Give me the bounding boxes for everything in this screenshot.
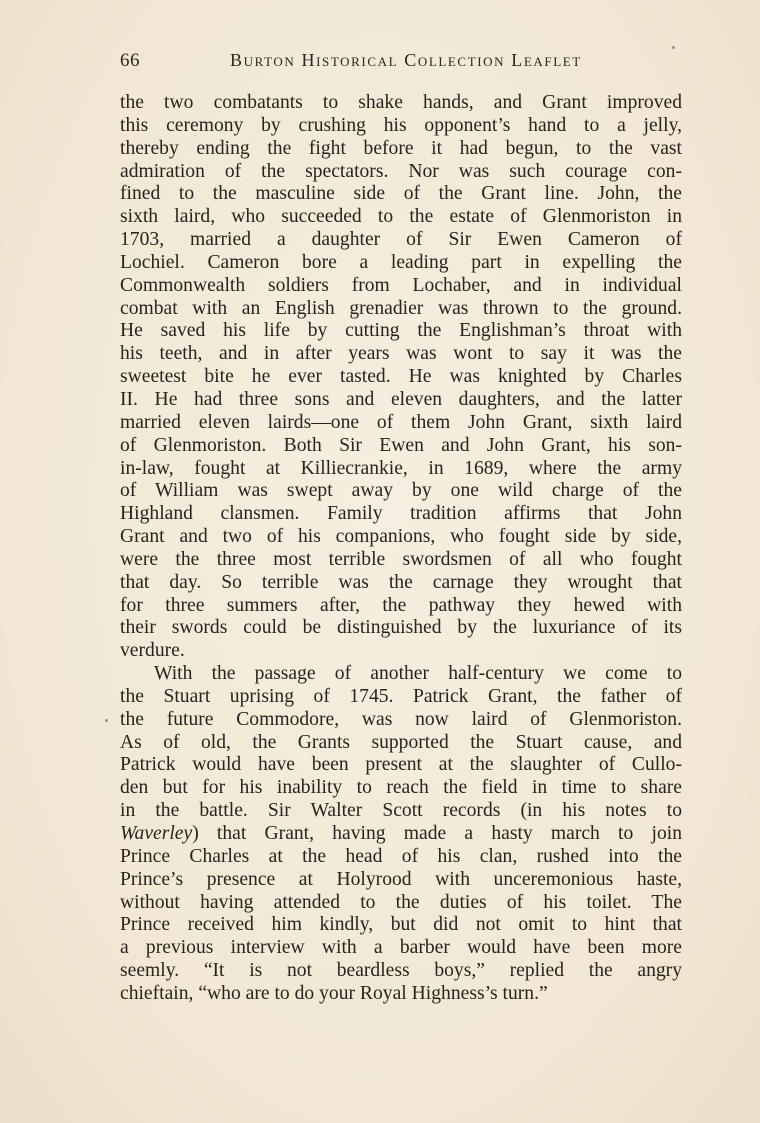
text-line: Waverley) that Grant, having made a hasty march to join xyxy=(120,823,682,844)
text-line: Patrick would have been present at the slaughter of Cullo- xyxy=(120,754,682,776)
paper-speck xyxy=(672,46,675,49)
text-line: that day. So terrible was the carnage they wrought that xyxy=(120,571,682,593)
journal-title: Burton Historical Collection Leaflet xyxy=(230,50,582,70)
text-line: without having attended to the duties of his toilet. The xyxy=(120,891,682,913)
running-header xyxy=(120,50,680,74)
text-line: Lochiel. Cameron bore a leading part in expelling the xyxy=(120,251,682,273)
paper-speck xyxy=(105,719,108,722)
text-line: Prince Charles at the head of his clan, rushed into the xyxy=(120,845,682,867)
text-line: the Stuart uprising of 1745. Patrick Grant, the father of xyxy=(120,685,682,707)
text-line: in-law, fought at Killiecrankie, in 1689, where the army xyxy=(120,457,682,479)
text-line: II. He had three sons and eleven daughters, and the latter xyxy=(120,388,682,410)
text-line: sweetest bite he ever tasted. He was knighted by Charles xyxy=(120,366,682,388)
text-line: Commonwealth soldiers from Lochaber, and in individual xyxy=(120,274,682,296)
text-line: With the passage of another half-century we come to xyxy=(154,663,682,685)
text-line: for three summers after, the pathway they hewed with xyxy=(120,594,682,616)
text-line: fined to the masculine side of the Grant line. John, the xyxy=(120,183,682,205)
text-line: of William was swept away by one wild charge of the xyxy=(120,480,682,502)
text-line: Grant and two of his companions, who fought side by side, xyxy=(120,526,682,548)
text-line: the future Commodore, was now laird of Glenmoriston. xyxy=(120,708,682,730)
text-line: their swords could be distinguished by the luxuriance of its xyxy=(120,617,682,639)
text-line: Highland clansmen. Family tradition affirms that John xyxy=(120,503,682,525)
text-line: Prince’s presence at Holyrood with unceremonious haste, xyxy=(120,868,682,890)
text-line: den but for his inability to reach the field in time to share xyxy=(120,777,682,799)
text-line: this ceremony by crushing his opponent’s hand to a jelly, xyxy=(120,114,682,136)
text-line: combat with an English grenadier was thrown to the ground. xyxy=(120,297,682,319)
text-line: of Glenmoriston. Both Sir Ewen and John Grant, his son- xyxy=(120,434,682,456)
page-number: 66 xyxy=(120,50,140,71)
text-line: chieftain, “who are to do your Royal Highness’s turn.” xyxy=(120,982,548,1004)
paragraph xyxy=(120,663,682,1006)
paragraph xyxy=(120,92,682,663)
text-line: verdure. xyxy=(120,640,185,662)
text-line: thereby ending the fight before it had begun, to the vast xyxy=(120,137,682,159)
text-line: in the battle. Sir Walter Scott records (in his notes to xyxy=(120,800,682,822)
text-line: As of old, the Grants supported the Stuart cause, and xyxy=(120,731,682,753)
text-line: sixth laird, who succeeded to the estate of Glenmoriston in xyxy=(120,206,682,228)
text-line: 1703, married a daughter of Sir Ewen Cameron of xyxy=(120,229,682,251)
text-line: his teeth, and in after years was wont to say it was the xyxy=(120,343,682,365)
text-line: were the three most terrible swordsmen of all who fought xyxy=(120,548,682,570)
text-line: He saved his life by cutting the Englishman’s throat with xyxy=(120,320,682,342)
text-line: admiration of the spectators. Nor was such courage con- xyxy=(120,160,682,182)
text-line: the two combatants to shake hands, and Grant improved xyxy=(120,92,682,113)
text-line: Prince received him kindly, but did not omit to hint that xyxy=(120,914,682,936)
text-line: a previous interview with a barber would have been more xyxy=(120,937,682,959)
body-text xyxy=(120,92,682,1006)
text-line: married eleven lairds—one of them John Grant, sixth laird xyxy=(120,411,682,433)
text-line: seemly. “It is not beardless boys,” replied the angry xyxy=(120,960,682,982)
